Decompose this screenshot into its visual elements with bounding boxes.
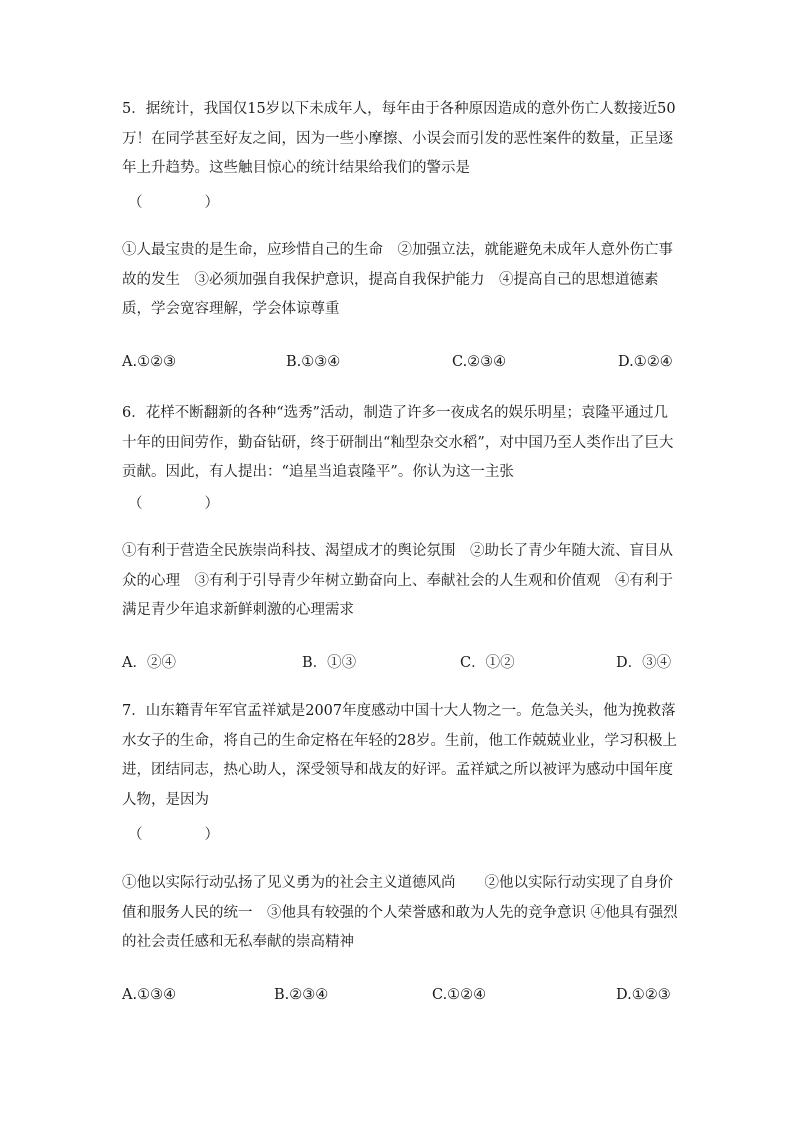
option-c: C.①②④ [432, 987, 487, 1003]
question-5-options [122, 352, 682, 372]
question-7-options [122, 985, 682, 1005]
option-c: C.②③④ [452, 354, 507, 370]
paren-close: ） [204, 827, 219, 843]
question-5-answer-blank [122, 193, 684, 213]
paren-close: ） [204, 195, 219, 211]
paren-open: （ [128, 195, 143, 211]
question-6-stem: 6．花样不断翻新的各种“选秀”活动，制造了许多一夜成名的娱乐明星；袁隆平通过几十年的田间劳作，勤奋钻研，终于研制出“籼型杂交水稻”，对中国乃至人类作出了巨大贡献。因此，有人提出：“追星当追袁隆平”。你认为这一主张 [122, 405, 674, 480]
option-a: A.①②③ [122, 354, 177, 370]
option-b: B.②③④ [274, 987, 329, 1003]
question-6-options [122, 653, 682, 673]
question-6-answer-blank [122, 494, 684, 514]
question-5-stem: 5．据统计，我国仅15岁以下未成年人，每年由于各种原因造成的意外伤亡人数接近50万！在同学甚至好友之间，因为一些小摩擦、小误会而引发的恶性案件的数量，正呈逐年上升趋势。这些触目惊心的统计结果给我们的警示是 [122, 101, 676, 176]
paren-open: （ [128, 827, 143, 843]
paren-open: （ [128, 496, 143, 512]
question-5-items: ①人最宝贵的是生命，应珍惜自己的生命 ②加强立法，就能避免未成年人意外伤亡事故的发生 ③必须加强自我保护意识，提高自我保护能力 ④提高自己的思想道德素质，学会宽容理解，学会体谅尊重 [122, 242, 673, 317]
option-b: B.①③④ [286, 354, 341, 370]
paren-close: ） [204, 496, 219, 512]
option-a: A．②④ [122, 655, 176, 671]
question-7-answer-blank [122, 825, 684, 845]
option-b: B．①③ [302, 655, 357, 671]
option-d: D.①②③ [616, 987, 671, 1003]
option-d: D.①②④ [618, 354, 673, 370]
question-7-items: ①他以实际行动弘扬了见义勇为的社会主义道德风尚 ②他以实际行动实现了自身价值和服务人民的统一 ③他具有较强的个人荣誉感和敢为人先的竞争意识 ④他具有强烈的社会责任感和无私奉献的崇高精神 [122, 875, 678, 950]
option-c: C．①② [460, 655, 515, 671]
option-a: A.①③④ [122, 987, 177, 1003]
question-6-items: ①有利于营造全民族崇尚科技、渴望成才的舆论氛围 ②助长了青少年随大流、盲目从众的心理 ③有利于引导青少年树立勤奋向上、奉献社会的人生观和价值观 ④有利于满足青少年追求新鲜刺激的心理需求 [122, 543, 673, 618]
option-d: D．③④ [616, 655, 672, 671]
question-7-stem: 7．山东籍青年军官孟祥斌是2007年度感动中国十大人物之一。危急关头，他为挽救落水女子的生命，将自己的生命定格在年轻的28岁。生前，他工作兢兢业业，学习积极上进，团结同志，热心助人，深受领导和战友的好评。孟祥斌之所以被评为感动中国年度人物，是因为 [122, 703, 677, 808]
